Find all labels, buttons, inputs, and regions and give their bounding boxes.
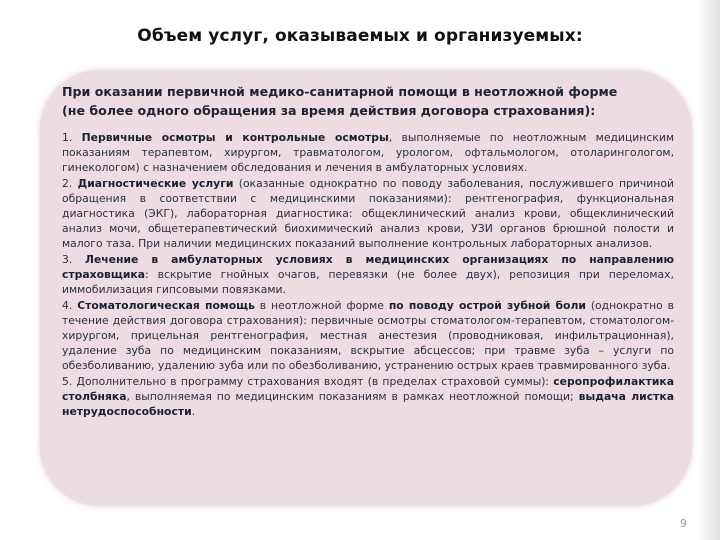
item-number: 1. [62,131,73,144]
item-text-pre: Дополнительно в программу страхования входят (в пределах страховой суммы): [72,375,554,388]
item-text: , выполняемые по неотложным медицинским показаниям терапевтом, хирургом, травматологом, урологом, офтальмологом, отоларингологом, гинекологом) с назначением обследования и лечения в амбулаторных условиях. [62,131,674,174]
item-title: Диагностические услуги [77,177,234,190]
services-list [62,130,674,420]
item-title: Стоматологическая помощь [77,299,255,312]
intro-line-1: При оказании первичной медико-санитарной помощи в неотложной форме [62,84,618,99]
item-title: Первичные осмотры и контрольные осмотры [81,131,389,144]
item-title-2: по поводу острой зубной боли [388,299,586,312]
item-title: Лечение в амбулаторных условиях в медицинских организациях по направлению страховщика [62,253,674,281]
list-item-4 [62,298,674,373]
list-item-1 [62,130,674,175]
item-text: (оказанные однократно по поводу заболевания, послужившего причиной обращения в соответствии с медицинскими показаниями): рентгенография, функциональная диагностика (ЭКГ), лабораторная диагностика: общеклинический анализ крови, общеклинический анализ мочи, общетерапевтический биохимический анализ крови, УЗИ органов брюшной полости и малого таза. При наличии медицинских показаний выполнение контрольных лабораторных анализов. [62,177,674,250]
item-number: 4. [62,299,73,312]
item-text-middle: в неотложной форме [254,299,389,312]
intro-heading [62,82,672,120]
list-item-3 [62,252,674,297]
item-text: (однократно в течение действия договора страхования): первичные осмотры стоматологом-терапевтом, стоматологом-хирургом, прицельная рентгенография, местная анестезия (проводниковая, инфильтрационная), удаление зуба по медицинским показаниям, вскрытие абсцессов; при травме зуба – услуги по обезболиванию, удалению зуба или по обезболиванию, устранению острых краев травмированного зуба. [62,299,674,372]
item-text: : вскрытие гнойных очагов, перевязки (не более двух), репозиция при переломах, иммобилизация гипсовыми повязками. [62,268,674,296]
item-number: 2. [62,177,73,190]
page-number: 9 [680,517,687,530]
item-text: , выполняемая по медицинским показаниям в рамках неотложной помощи; [126,390,579,403]
intro-line-2: (не более одного обращения за время действия договора страхования): [62,103,596,118]
right-edge-shadow [698,0,720,540]
list-item-5 [62,374,674,419]
slide-title: Объем услуг, оказываемых и организуемых: [137,26,583,46]
item-number: 5. [62,375,73,388]
list-item-2 [62,176,674,251]
item-title: серопрофилактика столбняка [62,375,674,403]
item-number: 3. [62,253,73,266]
item-title-2: выдача листка нетрудоспособности [62,390,674,418]
item-text-end: . [191,405,196,418]
